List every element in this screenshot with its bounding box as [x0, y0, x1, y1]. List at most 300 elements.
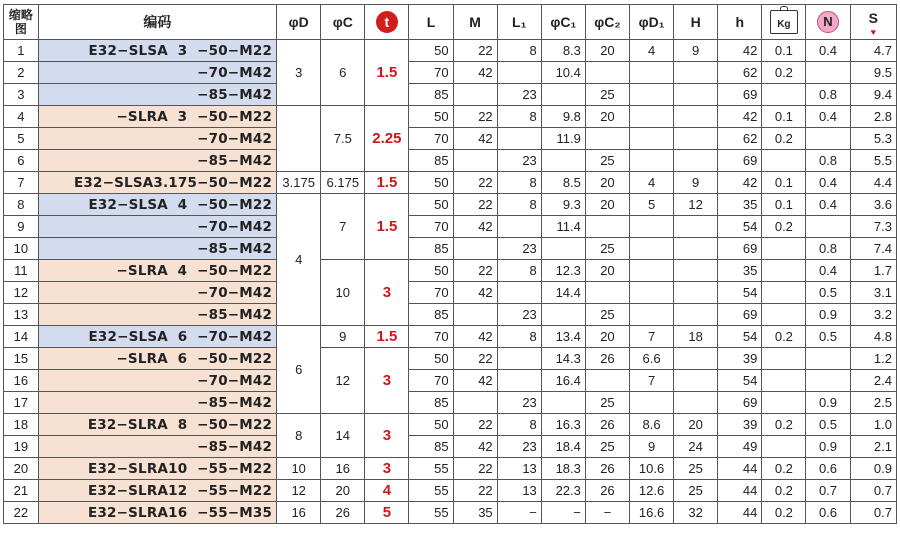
cell-t: 1.5 [365, 172, 409, 194]
header-c: φC [321, 5, 365, 40]
cell-l: 50 [409, 172, 453, 194]
cell-code: E32−SLRA12 −55−M22 [38, 480, 276, 502]
cell-s: 4.4 [850, 172, 896, 194]
cell-d1 [630, 128, 674, 150]
cell-n: 0.4 [806, 194, 850, 216]
cell-m [453, 392, 497, 414]
cell-c2 [585, 62, 629, 84]
cell-m: 22 [453, 260, 497, 282]
cell-kg [762, 282, 806, 304]
cell-d1: 4 [630, 172, 674, 194]
cell-m: 22 [453, 106, 497, 128]
cell-c1: 10.4 [541, 62, 585, 84]
cell-c1 [541, 238, 585, 260]
cell-l1: 23 [497, 392, 541, 414]
cell-h: 42 [718, 106, 762, 128]
cell-s: 5.3 [850, 128, 896, 150]
cell-d1 [630, 304, 674, 326]
cell-n [806, 370, 850, 392]
cell-code: E32−SLRA10 −55−M22 [38, 458, 276, 480]
cell-l: 50 [409, 414, 453, 436]
cell-no: 4 [4, 106, 39, 128]
cell-c2: 20 [585, 172, 629, 194]
cell-h [674, 348, 718, 370]
cell-c: 7.5 [321, 106, 365, 172]
cell-c: 20 [321, 480, 365, 502]
header-t [365, 5, 409, 40]
header-kg [762, 5, 806, 40]
cell-kg: 0.2 [762, 326, 806, 348]
cell-d1: 10.6 [630, 458, 674, 480]
cell-c1: 14.3 [541, 348, 585, 370]
table-row [4, 40, 897, 62]
cell-no: 18 [4, 414, 39, 436]
cell-n: 0.9 [806, 304, 850, 326]
cell-s: 9.4 [850, 84, 896, 106]
cell-kg [762, 436, 806, 458]
cell-c2 [585, 128, 629, 150]
header-s-label: S [868, 10, 878, 26]
table-row [4, 106, 897, 128]
cell-d1 [630, 106, 674, 128]
cell-s: 4.8 [850, 326, 896, 348]
cell-s: 5.5 [850, 150, 896, 172]
table-row [4, 370, 897, 392]
cell-no: 15 [4, 348, 39, 370]
header-l: L [409, 5, 453, 40]
cell-h [674, 370, 718, 392]
cell-code: E32−SLSA 4 −50−M22 [38, 194, 276, 216]
cell-c2: 20 [585, 40, 629, 62]
cell-h: 39 [718, 414, 762, 436]
cell-n: 0.9 [806, 436, 850, 458]
table-row [4, 84, 897, 106]
cell-kg: 0.2 [762, 480, 806, 502]
cell-c2: 25 [585, 304, 629, 326]
cell-no: 12 [4, 282, 39, 304]
cell-no: 22 [4, 502, 39, 524]
cell-h [674, 62, 718, 84]
cell-code: E32−SLSA 3 −50−M22 [38, 40, 276, 62]
cell-t: 5 [365, 502, 409, 524]
cell-c1: 8.3 [541, 40, 585, 62]
cell-d: 3 [277, 40, 321, 106]
cell-c2: 25 [585, 238, 629, 260]
cell-l: 55 [409, 458, 453, 480]
cell-t: 2.25 [365, 106, 409, 172]
header-s [850, 5, 896, 40]
cell-s: 7.4 [850, 238, 896, 260]
cell-l1: 23 [497, 150, 541, 172]
cell-h [674, 282, 718, 304]
cell-n: 0.5 [806, 282, 850, 304]
cell-no: 1 [4, 40, 39, 62]
cell-kg: 0.2 [762, 216, 806, 238]
table-row [4, 458, 897, 480]
cell-h: 49 [718, 436, 762, 458]
cell-l: 85 [409, 392, 453, 414]
cell-code: −85−M42 [38, 436, 276, 458]
cell-l1: 8 [497, 194, 541, 216]
cell-kg [762, 370, 806, 392]
cell-h: 24 [674, 436, 718, 458]
cell-m: 42 [453, 128, 497, 150]
table-row [4, 326, 897, 348]
cell-c: 7 [321, 194, 365, 260]
cell-h: 69 [718, 150, 762, 172]
header-h-lower: h [718, 5, 762, 40]
cell-c: 6 [321, 40, 365, 106]
cell-h: 69 [718, 84, 762, 106]
cell-d1: 16.6 [630, 502, 674, 524]
table-row [4, 414, 897, 436]
cell-s: 4.7 [850, 40, 896, 62]
table-row [4, 282, 897, 304]
cell-n: 0.8 [806, 238, 850, 260]
cell-code: −SLRA 3 −50−M22 [38, 106, 276, 128]
cell-n: 0.6 [806, 458, 850, 480]
cell-h: 69 [718, 392, 762, 414]
cell-s: 0.7 [850, 502, 896, 524]
cell-code: −85−M42 [38, 150, 276, 172]
cell-c2 [585, 216, 629, 238]
cell-c1: 14.4 [541, 282, 585, 304]
cell-c2 [585, 282, 629, 304]
cell-c2: 26 [585, 458, 629, 480]
cell-d: 4 [277, 194, 321, 326]
cell-n [806, 62, 850, 84]
cell-no: 13 [4, 304, 39, 326]
header-m: M [453, 5, 497, 40]
arrow-down-icon: ♥ [870, 27, 876, 37]
cell-d1 [630, 216, 674, 238]
cell-m: 42 [453, 370, 497, 392]
cell-c1: 16.4 [541, 370, 585, 392]
cell-h [674, 238, 718, 260]
cell-h: 42 [718, 172, 762, 194]
cell-s: 7.3 [850, 216, 896, 238]
table-row [4, 260, 897, 282]
cell-l1 [497, 282, 541, 304]
cell-no: 19 [4, 436, 39, 458]
cell-c1: 18.4 [541, 436, 585, 458]
cell-l1 [497, 348, 541, 370]
cell-l: 50 [409, 40, 453, 62]
cell-no: 14 [4, 326, 39, 348]
cell-h: 44 [718, 502, 762, 524]
cell-code: −85−M42 [38, 238, 276, 260]
cell-h [674, 304, 718, 326]
header-n [806, 5, 850, 40]
cell-h: 12 [674, 194, 718, 216]
cell-no: 2 [4, 62, 39, 84]
cell-kg [762, 260, 806, 282]
cell-kg [762, 304, 806, 326]
cell-h: 18 [674, 326, 718, 348]
cell-d1: 5 [630, 194, 674, 216]
cell-c1: − [541, 502, 585, 524]
cell-t: 4 [365, 480, 409, 502]
cell-l: 85 [409, 150, 453, 172]
cell-d1 [630, 392, 674, 414]
cell-h: 62 [718, 62, 762, 84]
cell-no: 16 [4, 370, 39, 392]
cell-code: −70−M42 [38, 128, 276, 150]
cell-n: 0.9 [806, 392, 850, 414]
force-icon: N [817, 11, 839, 33]
cell-d1: 7 [630, 370, 674, 392]
cell-c2 [585, 370, 629, 392]
cell-h [674, 150, 718, 172]
cell-l1: 23 [497, 238, 541, 260]
cell-t: 1.5 [365, 40, 409, 106]
cell-s: 0.9 [850, 458, 896, 480]
cell-h: 25 [674, 480, 718, 502]
cell-d: 10 [277, 458, 321, 480]
cell-n: 0.7 [806, 480, 850, 502]
cell-c2: 25 [585, 150, 629, 172]
cell-l1 [497, 370, 541, 392]
cell-c: 6.175 [321, 172, 365, 194]
cell-c: 12 [321, 348, 365, 414]
cell-no: 6 [4, 150, 39, 172]
cell-code: E32−SLSA 6 −70−M42 [38, 326, 276, 348]
header-h-upper: H [674, 5, 718, 40]
cell-s: 0.7 [850, 480, 896, 502]
cell-d: 3.175 [277, 172, 321, 194]
cell-l1 [497, 62, 541, 84]
cell-d1: 12.6 [630, 480, 674, 502]
table-row [4, 216, 897, 238]
cell-l: 70 [409, 216, 453, 238]
cell-l: 85 [409, 304, 453, 326]
cell-code: −70−M42 [38, 62, 276, 84]
thickness-icon: t [376, 11, 398, 33]
cell-h [674, 260, 718, 282]
cell-c1: 22.3 [541, 480, 585, 502]
cell-h: 54 [718, 370, 762, 392]
table-row [4, 480, 897, 502]
cell-h: 62 [718, 128, 762, 150]
cell-s: 9.5 [850, 62, 896, 84]
cell-l1 [497, 216, 541, 238]
cell-no: 21 [4, 480, 39, 502]
cell-n: 0.4 [806, 40, 850, 62]
cell-m [453, 238, 497, 260]
cell-l: 50 [409, 106, 453, 128]
cell-c2: 20 [585, 260, 629, 282]
cell-m: 22 [453, 172, 497, 194]
cell-h: 42 [718, 40, 762, 62]
cell-h: 35 [718, 260, 762, 282]
cell-s: 3.6 [850, 194, 896, 216]
cell-kg [762, 84, 806, 106]
cell-no: 3 [4, 84, 39, 106]
cell-h: 39 [718, 348, 762, 370]
cell-h: 54 [718, 326, 762, 348]
cell-c: 14 [321, 414, 365, 458]
cell-d: 8 [277, 414, 321, 458]
cell-c1: 9.3 [541, 194, 585, 216]
cell-l1: 8 [497, 172, 541, 194]
cell-no: 8 [4, 194, 39, 216]
cell-n: 0.5 [806, 414, 850, 436]
cell-no: 11 [4, 260, 39, 282]
cell-m: 22 [453, 40, 497, 62]
cell-h [674, 128, 718, 150]
cell-c1: 13.4 [541, 326, 585, 348]
cell-n [806, 128, 850, 150]
cell-t: 3 [365, 458, 409, 480]
cell-h [674, 392, 718, 414]
cell-m: 42 [453, 282, 497, 304]
header-no: 缩略图 [4, 5, 39, 40]
cell-l: 55 [409, 502, 453, 524]
cell-t: 3 [365, 414, 409, 458]
cell-l: 85 [409, 238, 453, 260]
cell-h: 44 [718, 480, 762, 502]
cell-c: 26 [321, 502, 365, 524]
cell-c1: 11.9 [541, 128, 585, 150]
cell-c1: 8.5 [541, 172, 585, 194]
cell-d1 [630, 84, 674, 106]
cell-d1 [630, 260, 674, 282]
header-c1: φC₁ [541, 5, 585, 40]
cell-c2: 20 [585, 106, 629, 128]
cell-l1: 8 [497, 326, 541, 348]
cell-m [453, 84, 497, 106]
cell-d: 12 [277, 480, 321, 502]
cell-h: 32 [674, 502, 718, 524]
cell-kg [762, 238, 806, 260]
cell-c1 [541, 392, 585, 414]
table-row [4, 128, 897, 150]
cell-d1: 6.6 [630, 348, 674, 370]
cell-c2: 25 [585, 436, 629, 458]
cell-kg: 0.1 [762, 40, 806, 62]
cell-c: 16 [321, 458, 365, 480]
cell-m: 22 [453, 348, 497, 370]
cell-h [674, 216, 718, 238]
cell-n: 0.4 [806, 106, 850, 128]
cell-l: 85 [409, 436, 453, 458]
cell-l: 70 [409, 370, 453, 392]
table-row [4, 348, 897, 370]
cell-no: 7 [4, 172, 39, 194]
cell-s: 2.8 [850, 106, 896, 128]
table-row [4, 238, 897, 260]
cell-h [674, 84, 718, 106]
cell-kg: 0.1 [762, 172, 806, 194]
cell-s: 3.2 [850, 304, 896, 326]
cell-m: 42 [453, 216, 497, 238]
cell-l1: 23 [497, 304, 541, 326]
cell-kg: 0.2 [762, 62, 806, 84]
product-spec-table [3, 4, 897, 524]
table-row [4, 150, 897, 172]
cell-l: 70 [409, 128, 453, 150]
cell-c1: 11.4 [541, 216, 585, 238]
cell-c1: 18.3 [541, 458, 585, 480]
cell-code: E32−SLSA3.175−50−M22 [38, 172, 276, 194]
cell-c1 [541, 304, 585, 326]
cell-l: 70 [409, 326, 453, 348]
header-c2: φC₂ [585, 5, 629, 40]
header-code: 编码 [38, 5, 276, 40]
cell-kg [762, 348, 806, 370]
cell-s: 2.5 [850, 392, 896, 414]
cell-l1: 8 [497, 40, 541, 62]
cell-s: 2.1 [850, 436, 896, 458]
cell-c2: 26 [585, 480, 629, 502]
cell-l: 50 [409, 348, 453, 370]
cell-code: −85−M42 [38, 84, 276, 106]
cell-n: 0.4 [806, 260, 850, 282]
cell-n: 0.5 [806, 326, 850, 348]
cell-h: 54 [718, 282, 762, 304]
cell-s: 1.2 [850, 348, 896, 370]
cell-d1 [630, 150, 674, 172]
cell-code: −SLRA 4 −50−M22 [38, 260, 276, 282]
table-row [4, 172, 897, 194]
cell-n: 0.6 [806, 502, 850, 524]
cell-d1: 7 [630, 326, 674, 348]
cell-code: −70−M42 [38, 282, 276, 304]
cell-d: 16 [277, 502, 321, 524]
cell-n: 0.8 [806, 84, 850, 106]
cell-l1: 8 [497, 414, 541, 436]
cell-l: 70 [409, 62, 453, 84]
cell-d [277, 106, 321, 172]
cell-l1: 13 [497, 458, 541, 480]
cell-kg [762, 150, 806, 172]
cell-m [453, 150, 497, 172]
cell-kg: 0.2 [762, 128, 806, 150]
cell-h: 54 [718, 216, 762, 238]
cell-no: 20 [4, 458, 39, 480]
cell-h [674, 106, 718, 128]
cell-no: 5 [4, 128, 39, 150]
cell-n: 0.8 [806, 150, 850, 172]
cell-c1: 12.3 [541, 260, 585, 282]
cell-c: 9 [321, 326, 365, 348]
cell-l1: 23 [497, 436, 541, 458]
header-l1: L₁ [497, 5, 541, 40]
cell-n: 0.4 [806, 172, 850, 194]
cell-no: 17 [4, 392, 39, 414]
cell-h: 69 [718, 238, 762, 260]
cell-h: 9 [674, 172, 718, 194]
cell-code: −70−M42 [38, 216, 276, 238]
cell-l: 50 [409, 260, 453, 282]
cell-t: 3 [365, 348, 409, 414]
cell-c2: 25 [585, 392, 629, 414]
table-row [4, 304, 897, 326]
cell-code: −SLRA 6 −50−M22 [38, 348, 276, 370]
table-row [4, 436, 897, 458]
cell-l1: 8 [497, 260, 541, 282]
cell-code: −70−M42 [38, 370, 276, 392]
cell-l1: − [497, 502, 541, 524]
cell-l: 50 [409, 194, 453, 216]
cell-d1: 9 [630, 436, 674, 458]
cell-m: 42 [453, 326, 497, 348]
cell-no: 10 [4, 238, 39, 260]
weight-icon: Kg [770, 10, 798, 34]
cell-m [453, 304, 497, 326]
cell-t: 1.5 [365, 326, 409, 348]
cell-kg [762, 392, 806, 414]
